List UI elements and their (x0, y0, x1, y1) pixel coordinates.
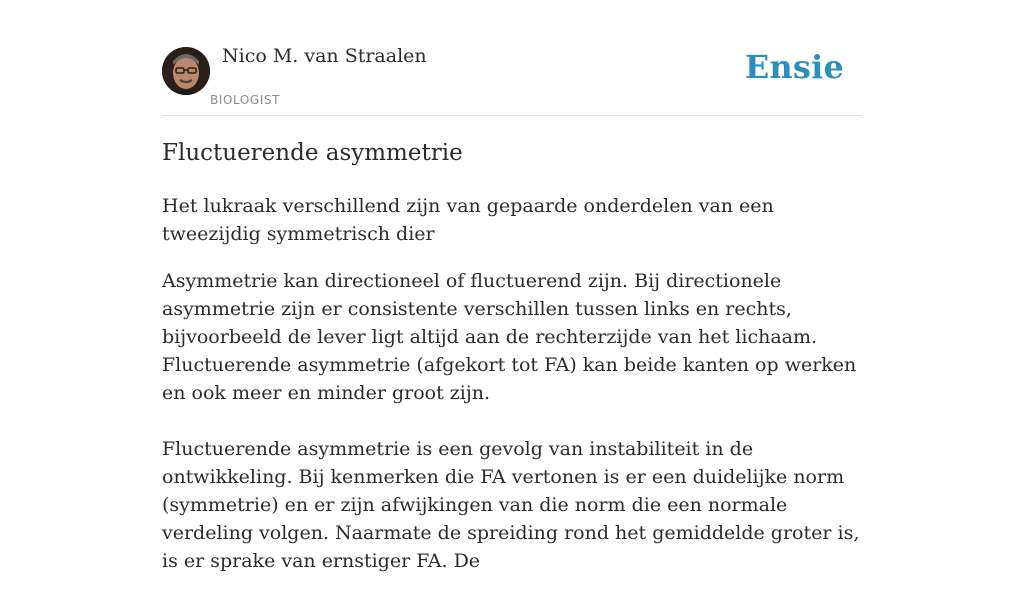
author-name[interactable]: Nico M. van Straalen (222, 45, 427, 67)
article-card (162, 0, 862, 572)
author-role: BIOLOGIST (210, 93, 281, 107)
brand-logo[interactable]: Ensie (744, 48, 844, 86)
article-title: Fluctuerende asymmetrie (162, 140, 463, 166)
article-body (162, 267, 862, 603)
author-avatar[interactable] (162, 47, 210, 95)
author-header (162, 0, 862, 116)
author-photo-icon (162, 47, 210, 95)
article-paragraph: Asymmetrie kan directioneel of fluctuerend zijn. Bij directionele asymmetrie zijn er consistente verschillen tussen links en rechts, bijvoorbeeld de lever ligt altijd aan de rechterzijde van het lichaam. Fluctuerende asymmetrie (afgekort tot FA) kan beide kanten op werken en ook meer en minder groot zijn. (162, 270, 857, 404)
article-paragraph: Fluctuerende asymmetrie is een gevolg van instabiliteit in de ontwikkeling. Bij kenmerken die FA vertonen is er een duidelijke norm (symmetrie) en er zijn afwijkingen van die norm die een normale verdeling volgen. Naarmate de spreiding rond het gemiddelde groter is, is er sprake van ernstiger FA. De (162, 438, 860, 572)
article-subtitle: Het lukraak verschillend zijn van gepaarde onderdelen van een tweezijdig symmetrisch dier (162, 195, 774, 245)
